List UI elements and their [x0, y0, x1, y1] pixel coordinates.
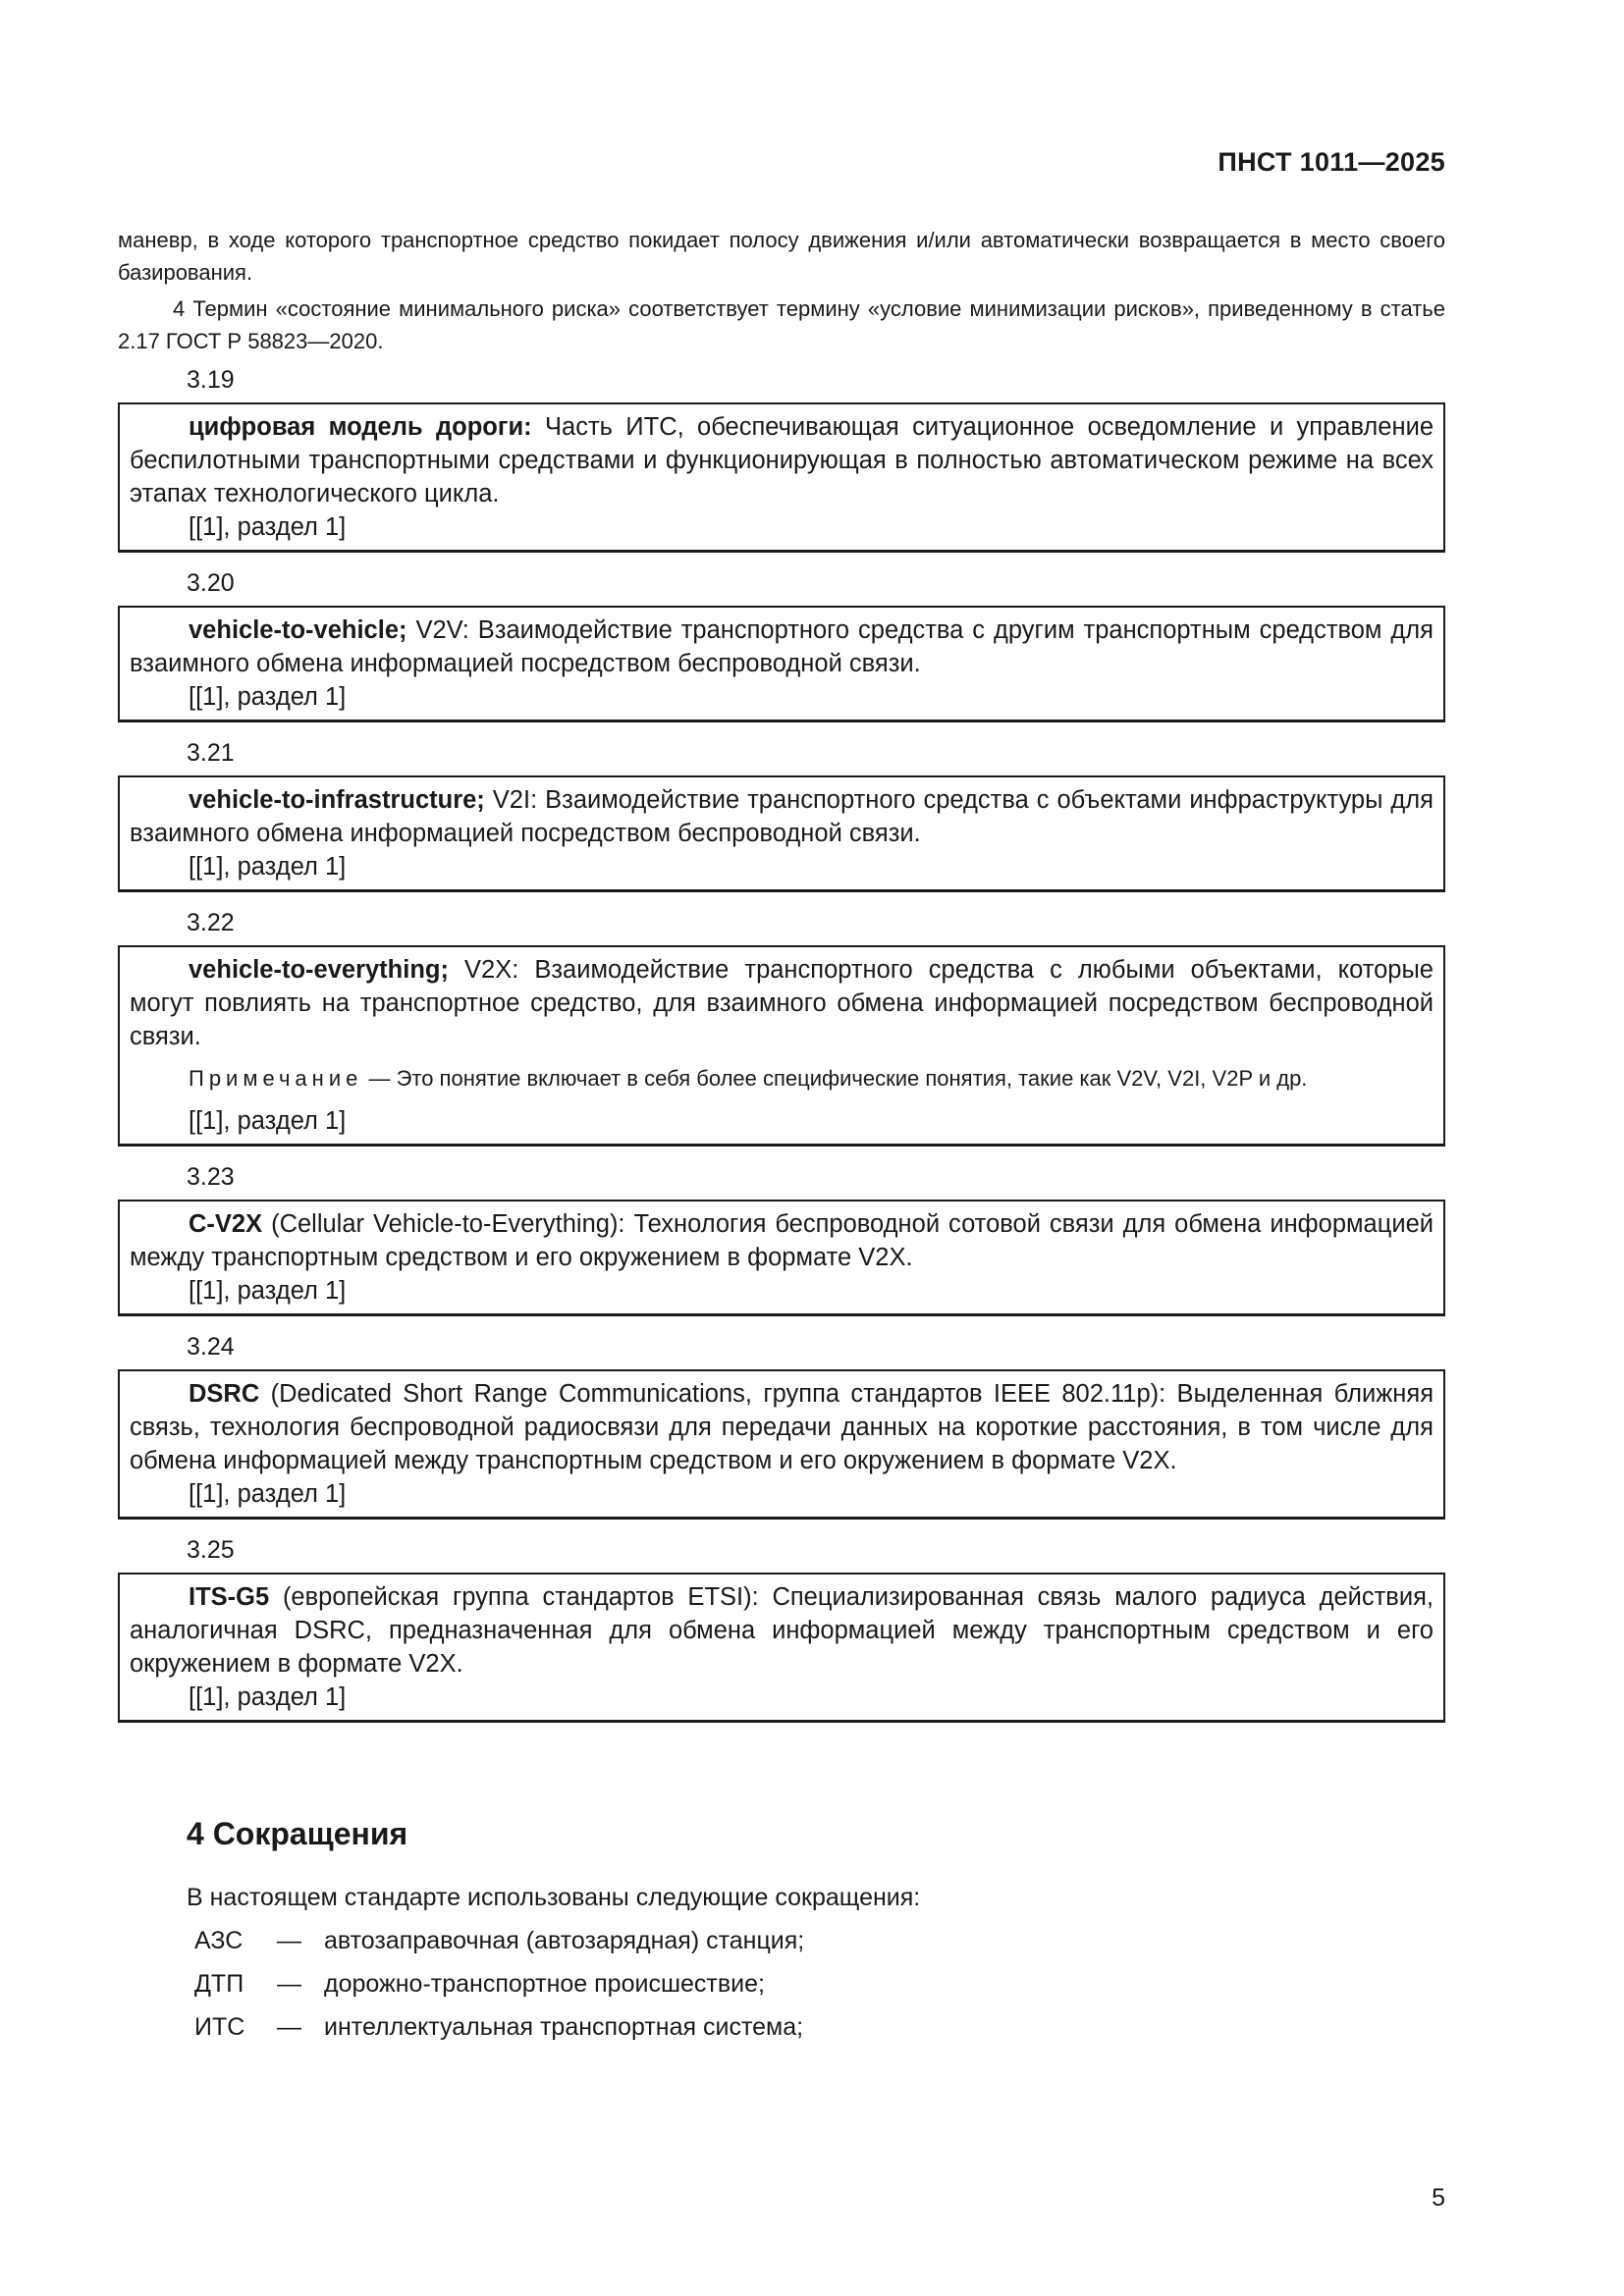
term-box — [118, 402, 1445, 553]
term-text: V2X: Взаимодействие транспортного средства с любыми объектами, которые могут повлиять на транспортное средство, для взаимного обмена информацией посредством беспроводной связи. — [130, 956, 1434, 1050]
term-name: ITS-G5 — [189, 1583, 270, 1611]
terms-list — [118, 363, 1445, 1736]
term-definition — [130, 1377, 1434, 1477]
term-source: [[1], раздел 1] — [189, 1480, 347, 1508]
term-source: [[1], раздел 1] — [189, 683, 347, 711]
intro-note-4: 4 Термин «состояние минимального риска» соответствует термину «условие минимизации рисков», приведенному в статье 2.17 ГОСТ Р 58823—2020. — [118, 296, 1445, 353]
page-number: 5 — [1432, 2184, 1445, 2212]
note-label: Примечание — [189, 1066, 363, 1091]
abbreviation-meaning: интеллектуальная транспортная система; — [324, 2013, 804, 2041]
term-text: (европейская группа стандартов ETSI): Специализированная связь малого радиуса действия, аналогичная DSRC, предназначенная для обмена информацией между транспортным средством и его окружением в формате V2X. — [130, 1583, 1434, 1678]
abbreviation-meaning: дорожно-транспортное происшествие; — [324, 1970, 765, 1998]
abbreviation-item — [187, 1924, 1443, 1957]
term-text: (Cellular Vehicle-to-Everything): Технология беспроводной сотовой связи для обмена информацией между транспортным средством и его окружением в формате V2X. — [130, 1210, 1434, 1271]
term-source: [[1], раздел 1] — [189, 853, 347, 881]
term-box — [118, 1200, 1445, 1316]
term-definition — [130, 1207, 1434, 1274]
term-name: C-V2X — [189, 1210, 263, 1238]
term-definition — [130, 783, 1434, 850]
term-text: Часть ИТС, обеспечивающая ситуационное осведомление и управление беспилотными транспортными средствами и функционирующая в полностью автоматическом режиме на всех этапах технологического цикла. — [130, 413, 1434, 507]
term-definition — [130, 1580, 1434, 1681]
section-title: 4 Сокращения — [187, 1816, 408, 1851]
term-name: vehicle-to-everything; — [189, 956, 449, 984]
term-name: vehicle-to-infrastructure; — [189, 786, 485, 814]
document-code: ПНСТ 1011—2025 — [1218, 147, 1445, 177]
intro-block — [118, 224, 1445, 357]
term-text: V2V: Взаимодействие транспортного средства с другим транспортным средством для взаимного обмена информацией посредством беспроводной связи. — [130, 616, 1434, 677]
term-definition — [130, 953, 1434, 1053]
term-name: vehicle-to-vehicle; — [189, 616, 407, 644]
abbreviation-dash: — — [277, 1927, 301, 1954]
term-note — [130, 1063, 1434, 1095]
intro-continuation: маневр, в ходе которого транспортное средство покидает полосу движения и/или автоматически возвращается в место своего базирования. — [118, 228, 1445, 285]
term-text: V2I: Взаимодействие транспортного средства с объектами инфраструктуры для взаимного обмена информацией посредством беспроводной связи. — [130, 786, 1434, 847]
term-number: 3.20 — [187, 569, 235, 597]
abbreviation-dash: — — [277, 1970, 301, 1998]
term-name: цифровая модель дороги: — [189, 413, 532, 441]
term-box — [118, 945, 1445, 1147]
section-intro: В настоящем стандарте использованы следующие сокращения: — [187, 1884, 921, 1911]
abbreviation: ДТП — [194, 1970, 244, 1998]
abbreviation: ИТС — [194, 2013, 245, 2041]
abbreviation: АЗС — [194, 1927, 244, 1954]
term-name: DSRC — [189, 1380, 260, 1408]
abbreviation-item — [187, 2010, 1443, 2044]
document-page — [118, 0, 1445, 2296]
term-number: 3.23 — [187, 1163, 235, 1191]
term-box — [118, 775, 1445, 892]
term-box — [118, 606, 1445, 722]
note-text: — Это понятие включает в себя более специфические понятия, такие как V2V, V2I, V2P и др. — [362, 1066, 1308, 1091]
term-number: 3.25 — [187, 1536, 235, 1564]
section-abbreviations — [187, 1814, 1443, 2054]
abbreviation-item — [187, 1967, 1443, 2001]
term-definition — [130, 410, 1434, 510]
term-definition — [130, 614, 1434, 680]
term-source: [[1], раздел 1] — [189, 1683, 347, 1711]
term-number: 3.24 — [187, 1333, 235, 1361]
term-source: [[1], раздел 1] — [189, 1107, 347, 1135]
term-box — [118, 1573, 1445, 1723]
abbreviation-dash: — — [277, 2013, 301, 2041]
term-text: (Dedicated Short Range Communications, группа стандартов IEEE 802.11p): Выделенная ближняя связь, технология беспроводной радиосвязи для передачи данных на короткие расстояния, в том числе для обмена информацией между транспортным средством и его окружением в формате V2X. — [130, 1380, 1434, 1474]
term-box — [118, 1369, 1445, 1520]
term-source: [[1], раздел 1] — [189, 1277, 347, 1305]
abbreviation-meaning: автозаправочная (автозарядная) станция; — [324, 1927, 805, 1954]
term-number: 3.21 — [187, 739, 235, 767]
term-number: 3.22 — [187, 909, 235, 936]
term-number: 3.19 — [187, 366, 235, 394]
term-source: [[1], раздел 1] — [189, 513, 347, 541]
